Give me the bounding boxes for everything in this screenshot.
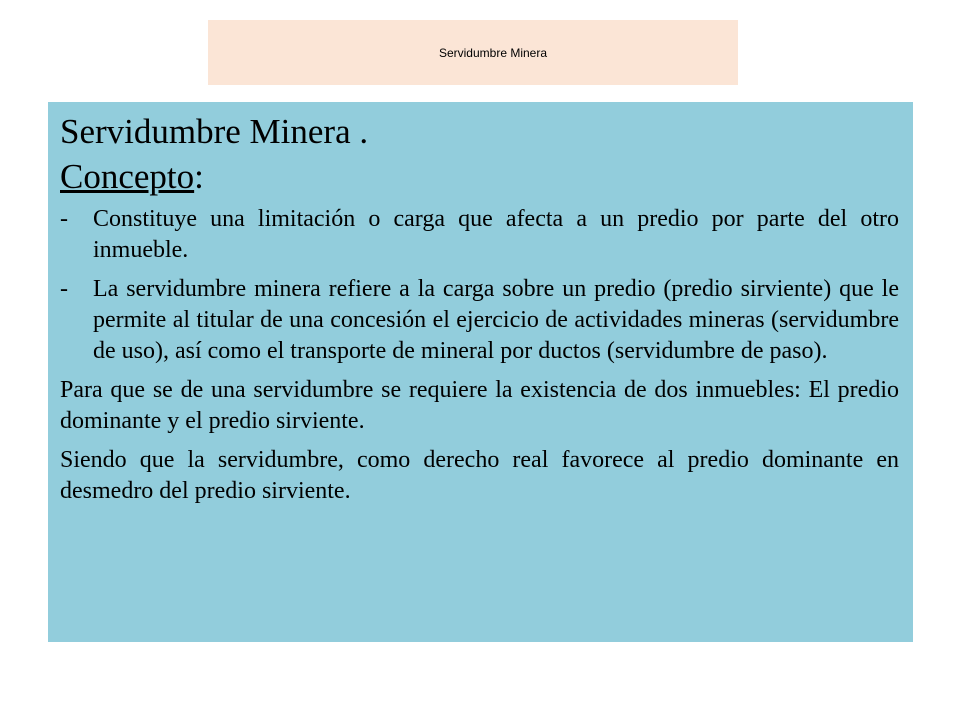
concept-heading xyxy=(60,154,899,200)
bullet-text: Constituye una limitación o carga que afecta a un predio por parte del otro inmueble. xyxy=(93,206,899,263)
paragraph: Siendo que la servidumbre, como derecho real favorece al predio dominante en desmedro del predio sirviente. xyxy=(60,447,899,504)
bullet-item xyxy=(60,274,899,367)
bullet-mark: - xyxy=(60,276,68,302)
header-title: Servidumbre Minera xyxy=(438,45,548,60)
header-banner xyxy=(208,20,738,85)
concept-colon: : xyxy=(194,157,204,196)
bullet-item xyxy=(60,204,899,266)
bullet-mark: - xyxy=(60,206,68,232)
content-panel xyxy=(48,102,913,642)
concept-word: Concepto xyxy=(60,157,195,196)
main-title: Servidumbre Minera . xyxy=(60,112,369,151)
paragraph: Para que se de una servidumbre se requiere la existencia de dos inmuebles: El predio dominante y el predio sirviente. xyxy=(60,377,899,434)
bullet-text: La servidumbre minera refiere a la carga sobre un predio (predio sirviente) que le permite al titular de una concesión el ejercicio de actividades mineras (servidumbre de uso), así como el transporte de mineral por ductos (servidumbre de paso). xyxy=(93,276,899,364)
